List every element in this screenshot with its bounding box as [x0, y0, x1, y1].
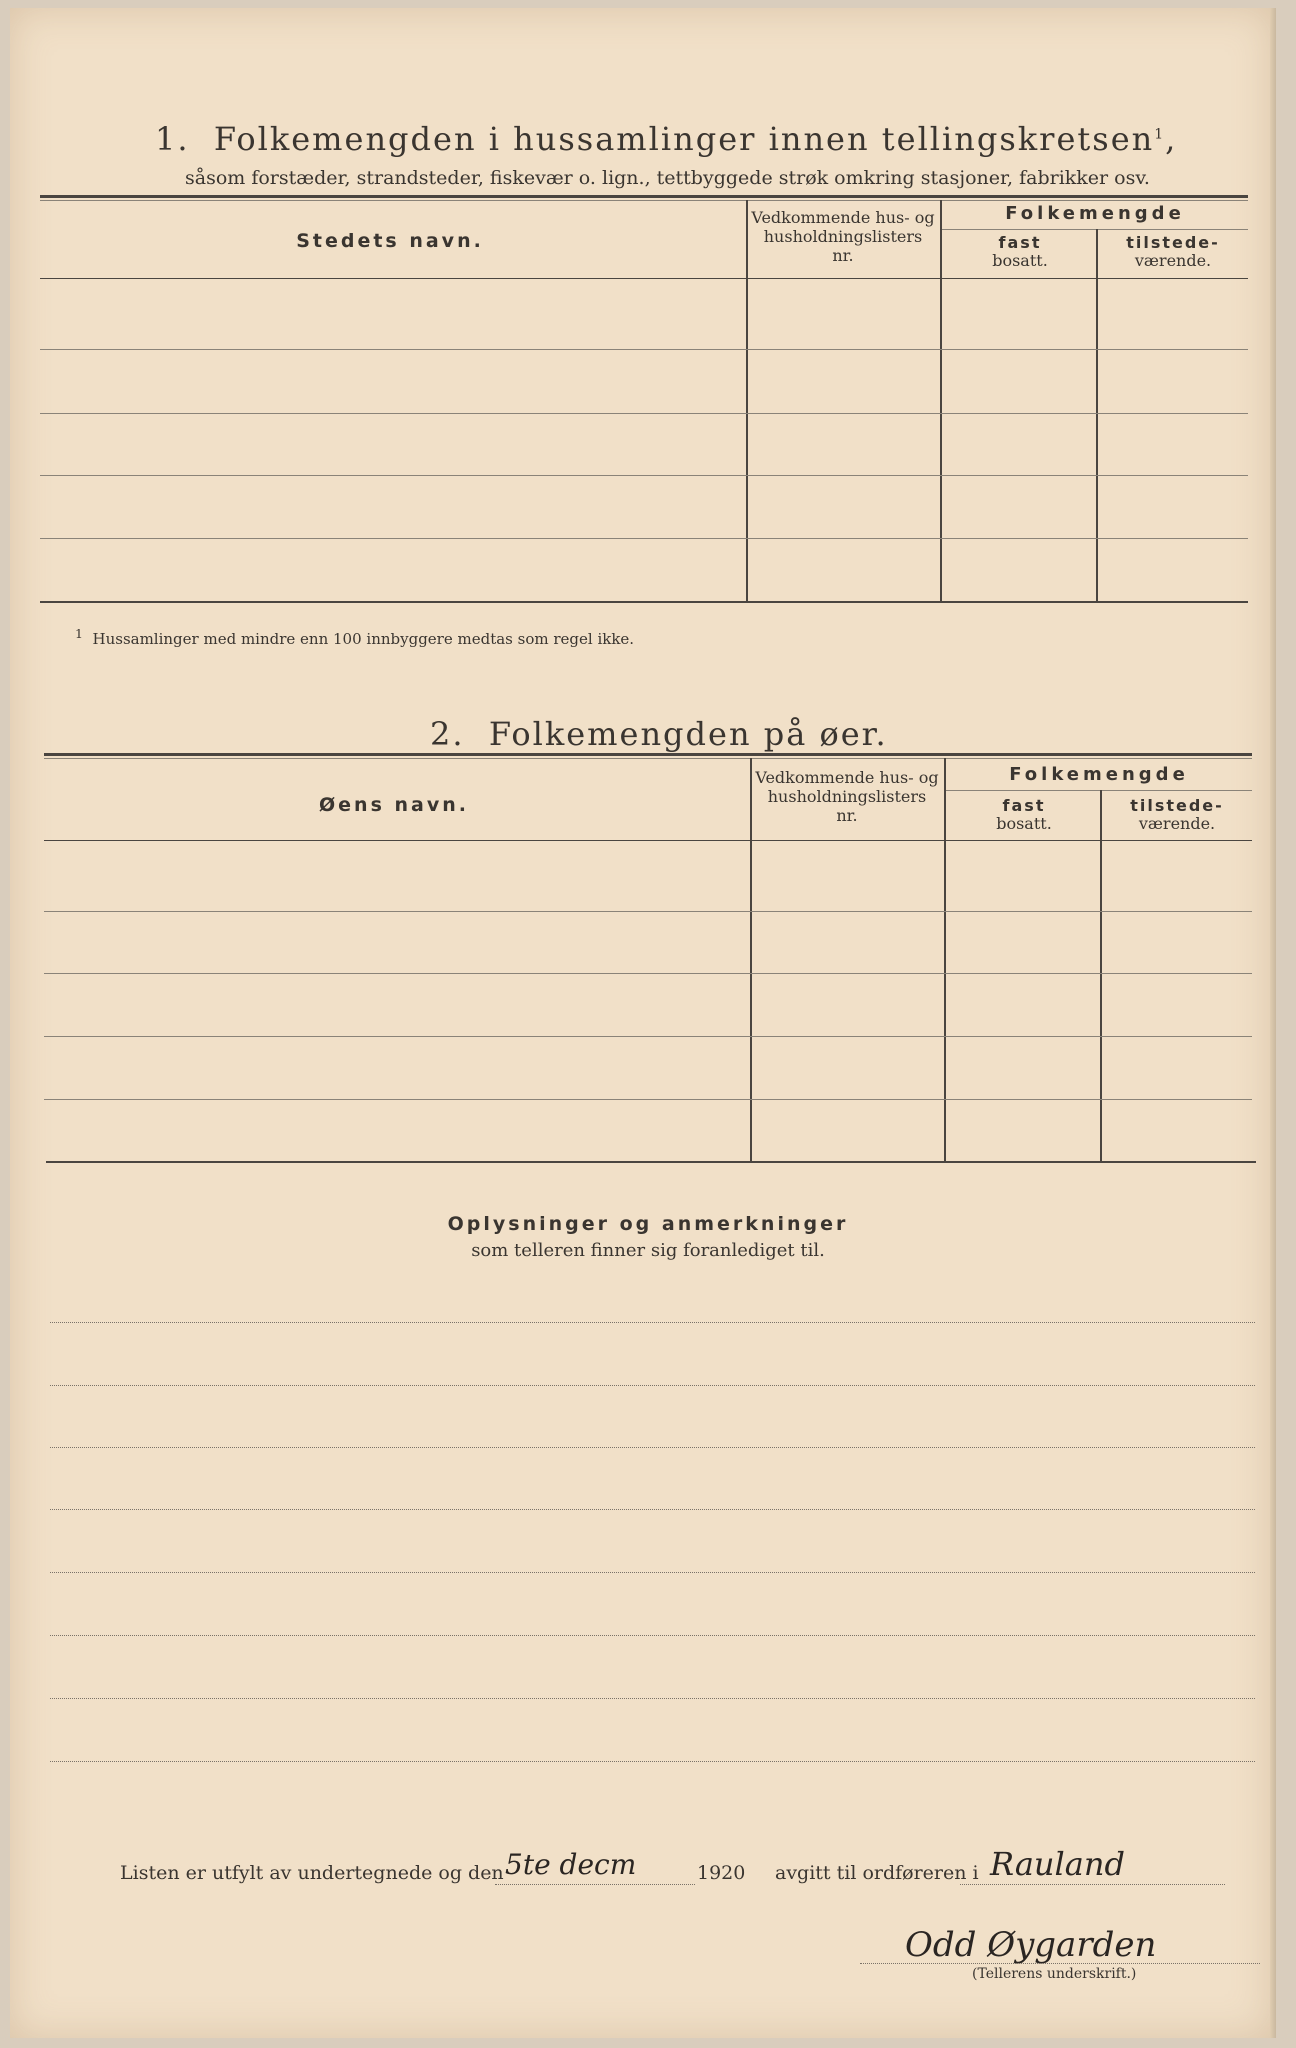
remarks-line	[50, 1635, 1255, 1636]
section1-col-tilstede-header: tilstede- værende.	[1126, 233, 1220, 270]
section1-table-top-rule	[40, 195, 1248, 198]
section2-col-fast-header: fast bosatt.	[996, 796, 1052, 833]
signature-middle: avgitt til ordføreren i	[775, 1862, 979, 1884]
section2-row	[44, 911, 1252, 912]
section1-col-list-header: Vedkommende hus- og husholdningslisters nr.	[751, 208, 935, 265]
section1-row	[40, 349, 1248, 350]
section2-title: 2. Folkemengden på øer.	[430, 715, 888, 753]
census-form-page	[10, 8, 1272, 2038]
remarks-line	[50, 1385, 1255, 1386]
remarks-line	[50, 1698, 1255, 1699]
section2-table-top-rule	[44, 753, 1252, 756]
remarks-title: Oplysninger og anmerkninger	[447, 1213, 849, 1235]
section1-row	[40, 538, 1248, 539]
signature-label: (Tellerens underskrift.)	[972, 1966, 1137, 1982]
handwritten-place: Rauland	[990, 1845, 1125, 1883]
signature-prefix: Listen er utfylt av undertegnede og den	[120, 1862, 504, 1884]
section1-col-folk-header: Folkemengde	[1005, 203, 1185, 224]
section1-subtitle: såsom forstæder, strandsteder, fiskevær o. lign., tettbyggede strøk omkring stasjoner, fabrikker osv.	[185, 167, 1150, 189]
handwritten-date: 5te decm	[505, 1848, 637, 1881]
section2-col-list-header: Vedkommende hus- og husholdningslisters nr.	[755, 768, 939, 825]
remarks-subtitle: som telleren finner sig foranlediget til.	[471, 1240, 825, 1261]
section2-col-tilstede-header: tilstede- værende.	[1130, 796, 1224, 833]
remarks-line	[50, 1447, 1255, 1448]
section2-col-name-header: Øens navn.	[319, 794, 469, 816]
section2-row	[44, 973, 1252, 974]
section1-title: 1. Folkemengden i hussamlinger innen tellingskretsen$^1$,	[155, 120, 1178, 158]
remarks-line	[50, 1509, 1255, 1510]
section2-col-folk-header: Folkemengde	[1009, 764, 1189, 785]
remarks-line	[50, 1761, 1255, 1762]
section1-row	[40, 413, 1248, 414]
section1-row	[40, 475, 1248, 476]
signature-year: 1920	[697, 1862, 746, 1884]
remarks-line	[50, 1572, 1255, 1573]
section2-row	[44, 1036, 1252, 1037]
handwritten-signature: Odd Øygarden	[905, 1925, 1157, 1965]
remarks-line	[50, 1322, 1255, 1323]
section1-col-fast-header: fast bosatt.	[992, 233, 1048, 270]
section2-row	[44, 1099, 1252, 1100]
section1-col-name-header: Stedets navn.	[296, 230, 484, 252]
section1-footnote: $^1$ Hussamlinger med mindre enn 100 innbyggere medtas som regel ikke.	[75, 626, 635, 648]
